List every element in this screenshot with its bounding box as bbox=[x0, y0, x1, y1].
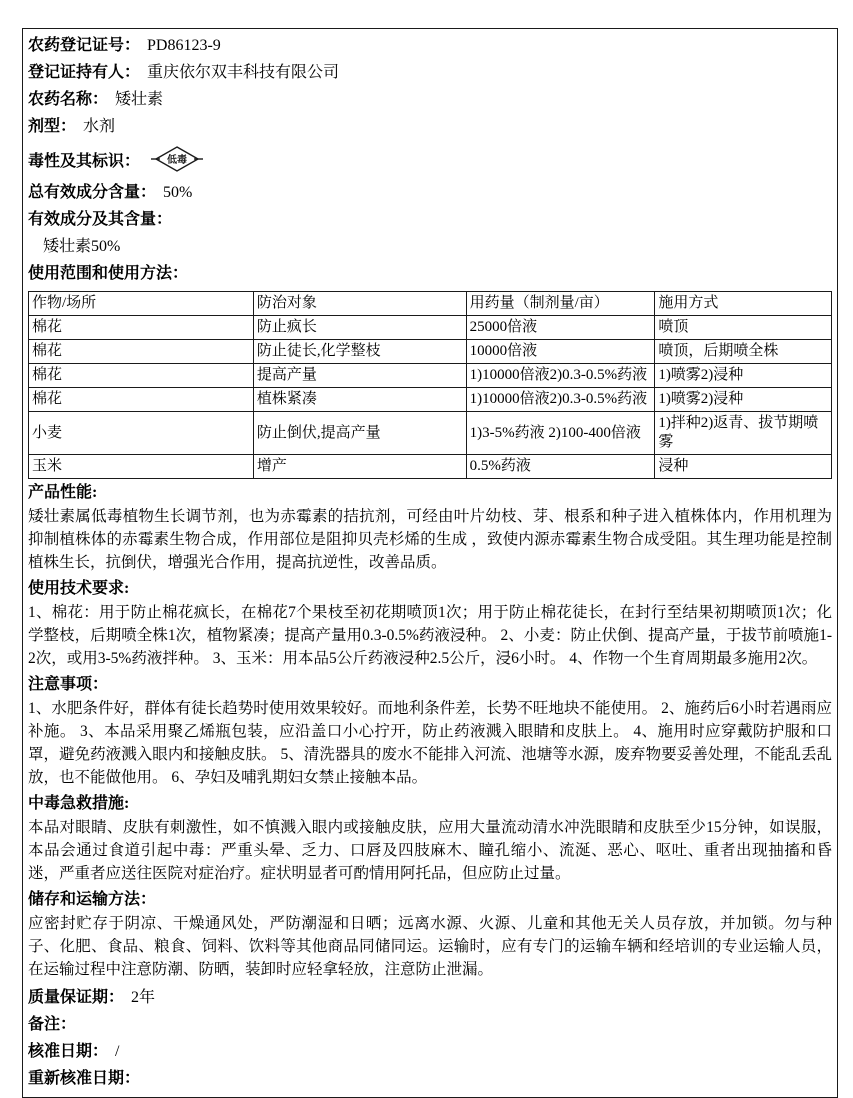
cell-target: 防止倒伏,提高产量 bbox=[253, 412, 466, 455]
low-toxicity-diamond-icon bbox=[150, 144, 204, 174]
field-label: 总有效成分含量： bbox=[28, 184, 157, 201]
ingredient-value: 矮壮素50% bbox=[43, 238, 121, 255]
field-registration-number bbox=[28, 36, 832, 56]
cell-target: 防止疯长 bbox=[253, 316, 466, 340]
field-label: 使用范围和使用方法： bbox=[28, 265, 189, 282]
section-body: 1、棉花：用于防止棉花疯长，在棉花7个果枝至初花期喷顶1次；用于防止棉花徒长，在封行至结果初期喷顶1次；化学整枝，后期喷全株1次，植物紧凑；提高产量用0.3-0.5%药液浸种。 2、小麦：防止伏倒、提高产量，于拔节前喷施1-2次，或用3-5%药液拌种。 3、玉米：用本品5公斤药液浸种2.5公斤，浸6小时。 4、作物一个生育周期最多施用2次。 bbox=[28, 604, 832, 667]
section-title: 储存和运输方法： bbox=[28, 891, 157, 908]
field-value: 2年 bbox=[131, 989, 156, 1006]
section-title: 产品性能: bbox=[28, 484, 98, 501]
section-body: 本品对眼睛、皮肤有刺激性，如不慎溅入眼内或接触皮肤，应用大量流动清水冲洗眼睛和皮肤至少15分钟，如误服，本品会通过食道引起中毒：严重头晕、乏力、口唇及四肢麻木、瞳孔缩小、流涎、恶心、呕吐、重者出现抽搐和昏迷，严重者应送往医院对症治疗。症状明显者可酌情用阿托品，但应防止过量。 bbox=[28, 819, 832, 882]
col-header-method: 施用方式 bbox=[655, 292, 832, 316]
field-total-active-content bbox=[28, 183, 832, 203]
field-formulation bbox=[28, 117, 832, 137]
cell-target: 增产 bbox=[253, 455, 466, 479]
col-header-target: 防治对象 bbox=[253, 292, 466, 316]
field-value: 矮壮素 bbox=[115, 91, 164, 108]
table-row bbox=[29, 455, 832, 479]
cell-crop: 玉米 bbox=[29, 455, 254, 479]
field-toxicity bbox=[28, 144, 832, 174]
cell-dosage: 25000倍液 bbox=[466, 316, 655, 340]
table-row bbox=[29, 340, 832, 364]
cell-dosage: 1)10000倍液2)0.3-0.5%药液 bbox=[466, 364, 655, 388]
field-label: 备注： bbox=[28, 1016, 77, 1033]
field-value: / bbox=[115, 1043, 120, 1060]
cell-dosage: 10000倍液 bbox=[466, 340, 655, 364]
cell-crop: 棉花 bbox=[29, 388, 254, 412]
table-row bbox=[29, 364, 832, 388]
table-row bbox=[29, 412, 832, 455]
field-label: 剂型： bbox=[28, 118, 77, 135]
col-header-crop: 作物/场所 bbox=[29, 292, 254, 316]
field-remarks bbox=[28, 1015, 832, 1035]
field-label: 核准日期： bbox=[28, 1043, 109, 1060]
cell-crop: 棉花 bbox=[29, 316, 254, 340]
cell-method: 1)拌种2)返青、拔节期喷雾 bbox=[655, 412, 832, 455]
cell-target: 提高产量 bbox=[253, 364, 466, 388]
field-label: 农药名称： bbox=[28, 91, 109, 108]
section-title: 中毒急救措施: bbox=[28, 795, 130, 812]
cell-method: 1)喷雾2)浸种 bbox=[655, 388, 832, 412]
field-value: PD86123-9 bbox=[147, 37, 221, 54]
cell-method: 喷顶，后期喷全株 bbox=[655, 340, 832, 364]
cell-crop: 棉花 bbox=[29, 364, 254, 388]
usage-table-label bbox=[28, 264, 832, 284]
section-body: 应密封贮存于阴凉、干燥通风处，严防潮湿和日晒；远离水源、火源、儿童和其他无关人员存放，并加锁。勿与种子、化肥、食品、粮食、饲料、饮料等其他商品同储同运。运输时，应有专门的运输车辆和经培训的专业运输人员，在运输过程中注意防潮、防晒，装卸时应轻拿轻放，注意防止泄漏。 bbox=[28, 915, 832, 978]
toxicity-badge-label: 低毒 bbox=[167, 155, 188, 166]
field-reapproval-date bbox=[28, 1069, 832, 1089]
cell-crop: 棉花 bbox=[29, 340, 254, 364]
field-label: 农药登记证号： bbox=[28, 37, 141, 54]
cell-crop: 小麦 bbox=[29, 412, 254, 455]
cell-method: 喷顶 bbox=[655, 316, 832, 340]
field-value: 50% bbox=[163, 184, 193, 201]
field-value: 重庆依尔双丰科技有限公司 bbox=[147, 64, 340, 81]
table-row bbox=[29, 316, 832, 340]
cell-method: 浸种 bbox=[655, 455, 832, 479]
field-active-ingredients-label bbox=[28, 210, 832, 230]
section-body: 1、水肥条件好，群体有徒长趋势时使用效果较好。而地利条件差，长势不旺地块不能使用。 2、施药后6小时若遇雨应补施。 3、本品采用聚乙烯瓶包装，应沿盖口小心拧开，防止药液溅入眼睛和皮肤上。 4、施用时应穿戴防护服和口罩，避免药液溅入眼内和接触皮肤。 5、清洗器具的废水不能排入河流、池塘等水源，废弃物要妥善处理，不能乱丢乱放，也不能做他用。 6、孕妇及哺乳期妇女禁止接触本品。 bbox=[28, 700, 832, 786]
field-pesticide-name bbox=[28, 90, 832, 110]
section-precautions bbox=[28, 674, 832, 789]
table-row bbox=[29, 388, 832, 412]
cell-dosage: 1)10000倍液2)0.3-0.5%药液 bbox=[466, 388, 655, 412]
col-header-dosage: 用药量（制剂量/亩） bbox=[466, 292, 655, 316]
section-title: 注意事项： bbox=[28, 676, 109, 693]
field-label: 有效成分及其含量： bbox=[28, 211, 173, 228]
active-ingredient-item bbox=[28, 237, 832, 257]
table-header-row bbox=[29, 292, 832, 316]
field-value: 水剂 bbox=[83, 118, 116, 135]
section-storage-transport bbox=[28, 889, 832, 981]
section-technical-requirements bbox=[28, 578, 832, 670]
section-product-performance bbox=[28, 482, 832, 574]
field-label: 登记证持有人： bbox=[28, 64, 141, 81]
field-label: 重新核准日期： bbox=[28, 1070, 141, 1087]
cell-target: 植株紧凑 bbox=[253, 388, 466, 412]
field-certificate-holder bbox=[28, 63, 832, 83]
cell-target: 防止徒长,化学整枝 bbox=[253, 340, 466, 364]
usage-table bbox=[28, 291, 832, 479]
cell-dosage: 1)3-5%药液 2)100-400倍液 bbox=[466, 412, 655, 455]
section-title: 使用技术要求: bbox=[28, 580, 130, 597]
field-label: 毒性及其标识： bbox=[28, 152, 141, 170]
field-quality-guarantee-period bbox=[28, 988, 832, 1008]
cell-dosage: 0.5%药液 bbox=[466, 455, 655, 479]
field-label: 质量保证期： bbox=[28, 989, 125, 1006]
cell-method: 1)喷雾2)浸种 bbox=[655, 364, 832, 388]
section-poisoning-first-aid bbox=[28, 793, 832, 885]
field-approval-date bbox=[28, 1042, 832, 1062]
section-body: 矮壮素属低毒植物生长调节剂，也为赤霉素的拮抗剂，可经由叶片幼枝、芽、根系和种子进入植株体内，作用机理为抑制植株体的赤霉素生物合成，作用部位是阻抑贝壳杉烯的生成 ，致使内源赤霉素生物合成受阻。其生理功能是控制植株生长，抗倒伏，增强光合作用，提高抗逆性，改善品质。 bbox=[28, 508, 832, 571]
registration-document-border bbox=[22, 28, 838, 1098]
